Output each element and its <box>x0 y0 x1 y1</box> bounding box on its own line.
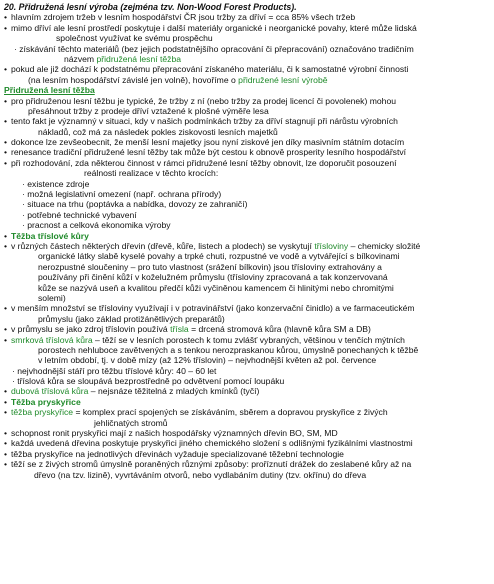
bullet-marker: • <box>4 438 8 449</box>
line-text: dokonce lze zevšeobecnit, že menší lesní majetky jsou nyní ziskové jen díky masivním státním dotacím <box>11 137 405 148</box>
line-text: používány při činění kůží v koželužném průmyslu (třísloviny zpracovaná a tak konzervovaná <box>38 272 388 283</box>
line-text: organické látky slabě kyselé povahy a trpké chuti, rozpustné ve vodě a vytvářející s bílkovinami <box>38 251 400 262</box>
text-line <box>4 127 490 137</box>
line-text: hlavním zdrojem tržeb v lesním hospodářství ČR jsou tržby za dříví = cca 85% všech tržeb <box>11 12 356 23</box>
line-text: smrková tříslová kůra – těží se v lesních porostech k tomu zvlášť vybraných, většinou v tenčích mýtních <box>11 334 405 345</box>
text-line <box>4 386 490 396</box>
bullet-marker: • <box>4 386 8 397</box>
bullet-marker: • <box>4 137 8 148</box>
line-text: těží se z živých stromů úmyslně poraněných různými způsoby: proříznutí drážek do zeslabené kůry až na <box>11 459 412 470</box>
bullet-marker: • <box>4 116 8 127</box>
bullet-marker: • <box>4 12 8 23</box>
line-text: 20. Přidružená lesní výroba (zejména tzv. Non-Wood Forest Products). <box>4 2 297 12</box>
text-line <box>4 293 490 303</box>
bullet-marker: • <box>4 396 8 407</box>
line-text: · existence zdroje <box>22 178 90 189</box>
text-line <box>4 407 490 417</box>
text-line <box>4 33 490 43</box>
highlighted-term: třísloviny <box>314 240 349 251</box>
line-text: přesáhnout tržby z prodeje dříví vztažené k plošné výměře lesa <box>28 105 269 116</box>
line-text: pokud ale již dochází k podstatnému přepracování získaného materiálu, či k samostatné výrobní činnosti <box>11 64 409 75</box>
text-line <box>4 96 490 106</box>
text-line <box>4 241 490 251</box>
line-text: dřevo (na tzv. lizině), vyvrtáváním otvorů, nebo vydlabáním dutiny (tzv. okřínu) do dřeva <box>34 469 367 480</box>
text-line <box>4 231 490 241</box>
text-line <box>4 355 490 365</box>
bullet-marker: • <box>4 147 8 158</box>
text-line <box>4 303 490 313</box>
text-line <box>4 376 490 386</box>
line-text: v různých částech některých dřevin (dřevě, kůře, listech a plodech) se vyskytují třísloviny – chemicky složité <box>11 240 421 251</box>
text-line <box>4 366 490 376</box>
line-text: Přidružená lesní těžba <box>4 85 95 96</box>
line-text: · možná legislativní omezení (např. ochrana přírody) <box>22 189 222 200</box>
line-text: · tříslová kůra se sloupává bezprostředně po odvětvení pomocí loupáku <box>12 376 285 387</box>
line-text: při rozhodování, zda některou činnost v rámci přidružené lesní těžby obnovit, lze doporučit posouzení <box>11 157 397 168</box>
bullet-marker: • <box>4 95 8 106</box>
line-text: · získávání těchto materiálů (bez jejich podstatnějšího opracování či přepracování) označováno tradičním <box>14 43 414 54</box>
line-text: v průmyslu se jako zdroj tříslovin používá třísla = drcená stromová kůra (hlavně kůra SM a DB) <box>11 324 371 335</box>
text-line <box>4 179 490 189</box>
text-line <box>4 220 490 230</box>
highlighted-term: dubová tříslová kůra <box>11 386 89 397</box>
line-text: · nejvhodnější stáří pro těžbu tříslové kůry: 40 – 60 let <box>12 365 217 376</box>
line-text: průmyslu (jako základ protiz̈ánětlivých preparátů) <box>38 313 225 324</box>
line-text: porostech nehluboce zavětvených a s tenkou nerozpraskanou kůrou, úmyslně ponechaných k těžbě <box>38 344 419 355</box>
line-text: · potřebné technické vybavení <box>22 209 137 220</box>
text-line <box>4 345 490 355</box>
bullet-marker: • <box>4 64 8 75</box>
bullet-marker: • <box>4 230 8 241</box>
bullet-marker: • <box>4 334 8 345</box>
text-line <box>4 147 490 157</box>
line-text: tento fakt je významný v situaci, kdy v našich podmínkách tržby za dříví stagnují při nárůstu výrobních <box>11 116 398 127</box>
bullet-marker: • <box>4 324 8 335</box>
text-line <box>4 2 490 12</box>
text-line <box>4 470 490 480</box>
text-line <box>4 44 490 54</box>
line-text: pro přidruženou lesní těžbu je typické, že tržby z ní (nebo tržby za prodej licencí či povolenek) mohou <box>11 95 397 106</box>
bullet-marker: • <box>4 22 8 33</box>
text-line <box>4 189 490 199</box>
text-line <box>4 418 490 428</box>
line-text: renesance tradiční přidružené lesní těžby tak může být cestou k obnově prosperity lesního hospodářství <box>11 147 407 158</box>
highlighted-term: smrková tříslová kůra <box>11 334 93 345</box>
bullet-marker: • <box>4 303 8 314</box>
line-text: názvem přidružená lesní těžba <box>64 53 182 64</box>
line-text: těžba pryskyřice = komplex prací spojených se získáváním, sběrem a dopravou pryskyřice z živých <box>11 407 388 418</box>
line-text: jehličnatých stromů <box>94 417 168 428</box>
bullet-marker: • <box>4 428 8 439</box>
text-line <box>4 272 490 282</box>
text-line <box>4 85 490 95</box>
line-text: společnost využívat ke svému prospěchu <box>56 33 213 44</box>
line-text: nákladů, což má za následek pokles ziskovosti lesních majetků <box>38 126 278 137</box>
line-text: · pracnost a celková ekonomika výroby <box>22 220 171 231</box>
bullet-marker: • <box>4 157 8 168</box>
text-line <box>4 137 490 147</box>
line-text: těžba pryskyřice na jednotlivých dřevinách vyžaduje specializované těžební technologie <box>11 448 344 459</box>
text-line <box>4 283 490 293</box>
line-text: každá uvedená dřevina poskytuje pryskyřici jiného chemického složení s odlišnými fyzikálními vlastnostmi <box>11 438 413 449</box>
bullet-marker: • <box>4 240 8 251</box>
text-line <box>4 438 490 448</box>
text-line <box>4 168 490 178</box>
text-line <box>4 210 490 220</box>
line-text: v menším množství se třísloviny využívají i v potravinářství (jako konzervační činidlo) a ve farmaceutickém <box>11 303 415 314</box>
text-line <box>4 75 490 85</box>
bullet-marker: • <box>4 459 8 470</box>
line-text: · situace na trhu (poptávka a nabídka, dovozy ze zahraničí) <box>22 199 248 210</box>
text-line <box>4 54 490 64</box>
text-line <box>4 64 490 74</box>
line-text: mimo dříví ale lesní prostředí poskytuje i další materiály organické i neorganické povahy, které může lidská <box>11 22 417 33</box>
text-line <box>4 116 490 126</box>
line-text: reálnosti realizace v těchto krocích: <box>84 168 219 179</box>
line-text: (na lesním hospodářství závislé jen volně), hovoříme o přidružené lesní výrobě <box>28 74 328 85</box>
line-text: Těžba tříslové kůry <box>11 230 89 241</box>
line-text: v letním období, tj. v době mízy (až 12% tříslovin) – nejvhodnější květen až pol. července <box>38 355 377 366</box>
line-text: Těžba pryskyřice <box>11 396 81 407</box>
highlighted-term: třísla <box>170 324 189 335</box>
text-line <box>4 335 490 345</box>
text-line <box>4 251 490 261</box>
line-text: schopnost ronit pryskyřici mají z našich hospodářsky významných dřevin BO, SM, MD <box>11 428 338 439</box>
text-line <box>4 106 490 116</box>
highlighted-term: přidružené lesní výrobě <box>238 74 328 85</box>
line-text: nerozpustné sloučeniny – pro tuto vlastnost (srážení bílkovin) jsou třísloviny extrahovány a <box>38 261 382 272</box>
line-text: dubová tříslová kůra – nejsnáze těžitelná z mladých kmínků (tyčí) <box>11 386 260 397</box>
text-line <box>4 324 490 334</box>
line-text: kůže se nazývá useň a kvalitou předčí kůži vyčiněnou kamencem či hlinitými nebo chromitými <box>38 282 394 293</box>
text-line <box>4 199 490 209</box>
text-line <box>4 158 490 168</box>
highlighted-term: přidružená lesní těžba <box>96 53 182 64</box>
bullet-marker: • <box>4 448 8 459</box>
text-line <box>4 459 490 469</box>
text-line <box>4 449 490 459</box>
text-line <box>4 23 490 33</box>
text-line <box>4 314 490 324</box>
line-text: solemi) <box>38 292 66 303</box>
text-line <box>4 397 490 407</box>
text-line <box>4 428 490 438</box>
bullet-marker: • <box>4 407 8 418</box>
highlighted-term: těžba pryskyřice <box>11 407 74 418</box>
text-line <box>4 12 490 22</box>
text-line <box>4 262 490 272</box>
